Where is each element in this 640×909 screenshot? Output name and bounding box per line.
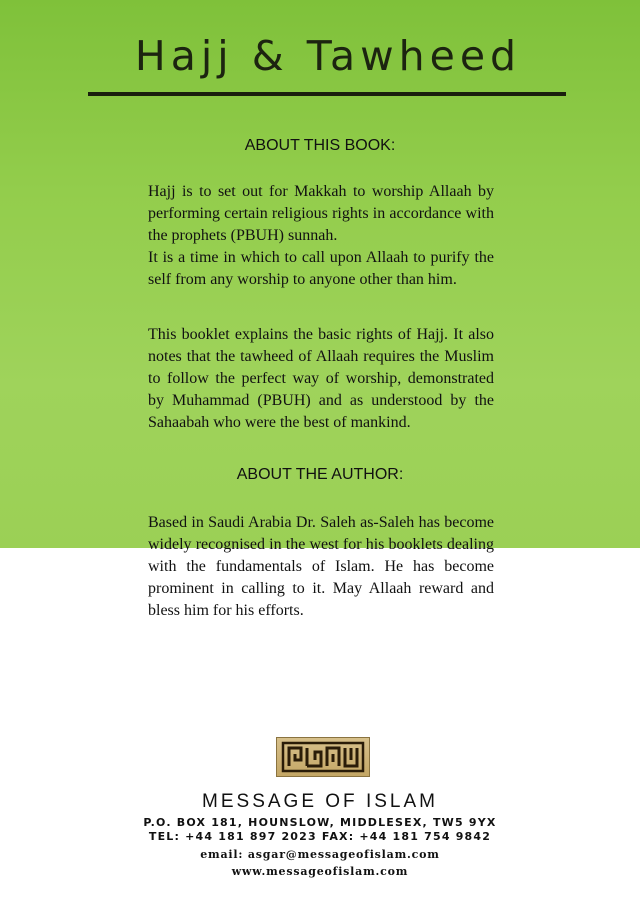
publisher-phone-fax: TEL: +44 181 897 2023 FAX: +44 181 754 9842 — [148, 830, 492, 843]
publisher-logo — [276, 737, 370, 777]
about-book-heading: ABOUT THIS BOOK: — [244, 137, 396, 154]
about-author-paragraph: Based in Saudi Arabia Dr. Saleh as-Saleh has become widely recognised in the west for his booklets dealing with the fundamentals of Islam. He has become prominent in calling to it. May Allaah reward and bless him for his efforts. — [148, 514, 494, 619]
about-book-paragraph-2: This booklet explains the basic rights of Hajj. It also notes that the tawheed of Allaah requires the Muslim to follow the perfect way of worship, demonstrated by Muhammad (PBUH) and as understood by the Sahaabah who were the best of mankind. — [148, 326, 494, 431]
title-underline — [88, 92, 566, 96]
publisher-name: MESSAGE OF ISLAM — [202, 791, 438, 812]
about-author-heading: ABOUT THE AUTHOR: — [236, 466, 404, 483]
about-book-line-1: Hajj is to set out for Makkah to worship Allaah by performing certain religious rights in accordance with the prophets (PBUH) sunnah. — [148, 183, 494, 244]
kufic-calligraphy-icon — [277, 738, 369, 776]
about-book-line-2: It is a time in which to call upon Allaah to purify the self from any worship to anyone other than him. — [148, 249, 494, 288]
publisher-address: P.O. BOX 181, HOUNSLOW, MIDDLESEX, TW5 9YX — [143, 816, 497, 829]
book-title: Hajj & Tawheed — [134, 32, 522, 80]
about-book-paragraph-1 — [148, 181, 494, 291]
publisher-website: www.messageofislam.com — [231, 865, 409, 878]
publisher-email: email: asgar@messageofislam.com — [200, 848, 440, 861]
